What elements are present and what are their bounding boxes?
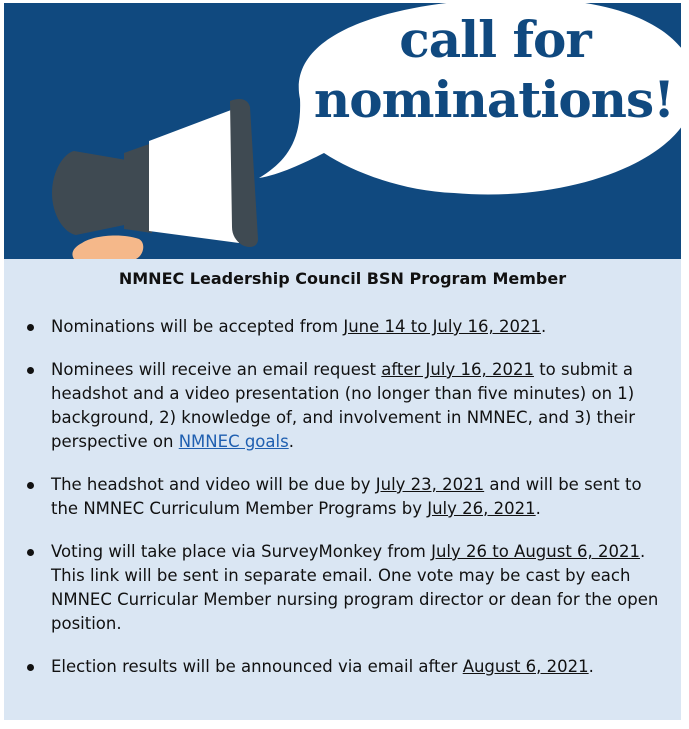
megaphone-body [124, 143, 152, 233]
bullet-icon [27, 549, 34, 556]
megaphone-cone [149, 107, 239, 243]
item-text: and will be sent to the NMNEC Curriculum Member Programs by [51, 475, 642, 518]
item-text: Nominees will receive an email request [51, 360, 382, 379]
date-text: after July 16, 2021 [381, 360, 534, 379]
list-item [26, 358, 666, 454]
date-range: June 14 to July 16, 2021 [343, 317, 541, 336]
bullet-icon [27, 482, 34, 489]
item-text: Nominations will be accepted from [51, 317, 344, 336]
headline-line-2: nominations! [313, 70, 675, 129]
item-text: . [288, 432, 294, 451]
bullet-icon [27, 367, 34, 374]
panel-title: NMNEC Leadership Council BSN Program Member [118, 269, 567, 288]
date-text: August 6, 2021 [462, 657, 589, 676]
headline-line-1: call for [399, 10, 591, 69]
item-text: Election results will be announced via email after [51, 657, 463, 676]
list-item [26, 315, 666, 339]
date-range: July 26 to August 6, 2021 [431, 542, 641, 561]
headline [304, 10, 681, 129]
details-panel [4, 259, 681, 720]
bullet-icon [27, 664, 34, 671]
item-text: The headshot and video will be due by [51, 475, 376, 494]
call-for-nominations-banner [4, 3, 681, 259]
item-text: . [588, 657, 594, 676]
list-item [26, 540, 666, 636]
list-item [26, 655, 666, 679]
list-item [26, 473, 666, 521]
item-text: to submit a headshot and a video presentation (no longer than five minutes) on 1) background, 2) knowledge of, and involvement in NMNEC, and 3) their perspective on [51, 360, 635, 451]
bullet-icon [27, 324, 34, 331]
megaphone-rim [230, 99, 258, 247]
nmnec-goals-link[interactable]: NMNEC goals [178, 432, 289, 451]
hand-shape [72, 236, 143, 259]
date-text: July 26, 2021 [427, 499, 536, 518]
item-text: . [535, 499, 541, 518]
item-text: . This link will be sent in separate email. One vote may be cast by each NMNEC Curricular Member nursing program director or dean for the open position. [51, 542, 659, 633]
item-text: . [540, 317, 547, 336]
item-text: Voting will take place via SurveyMonkey from [51, 542, 432, 561]
date-text: July 23, 2021 [375, 475, 485, 494]
details-list [26, 315, 666, 698]
